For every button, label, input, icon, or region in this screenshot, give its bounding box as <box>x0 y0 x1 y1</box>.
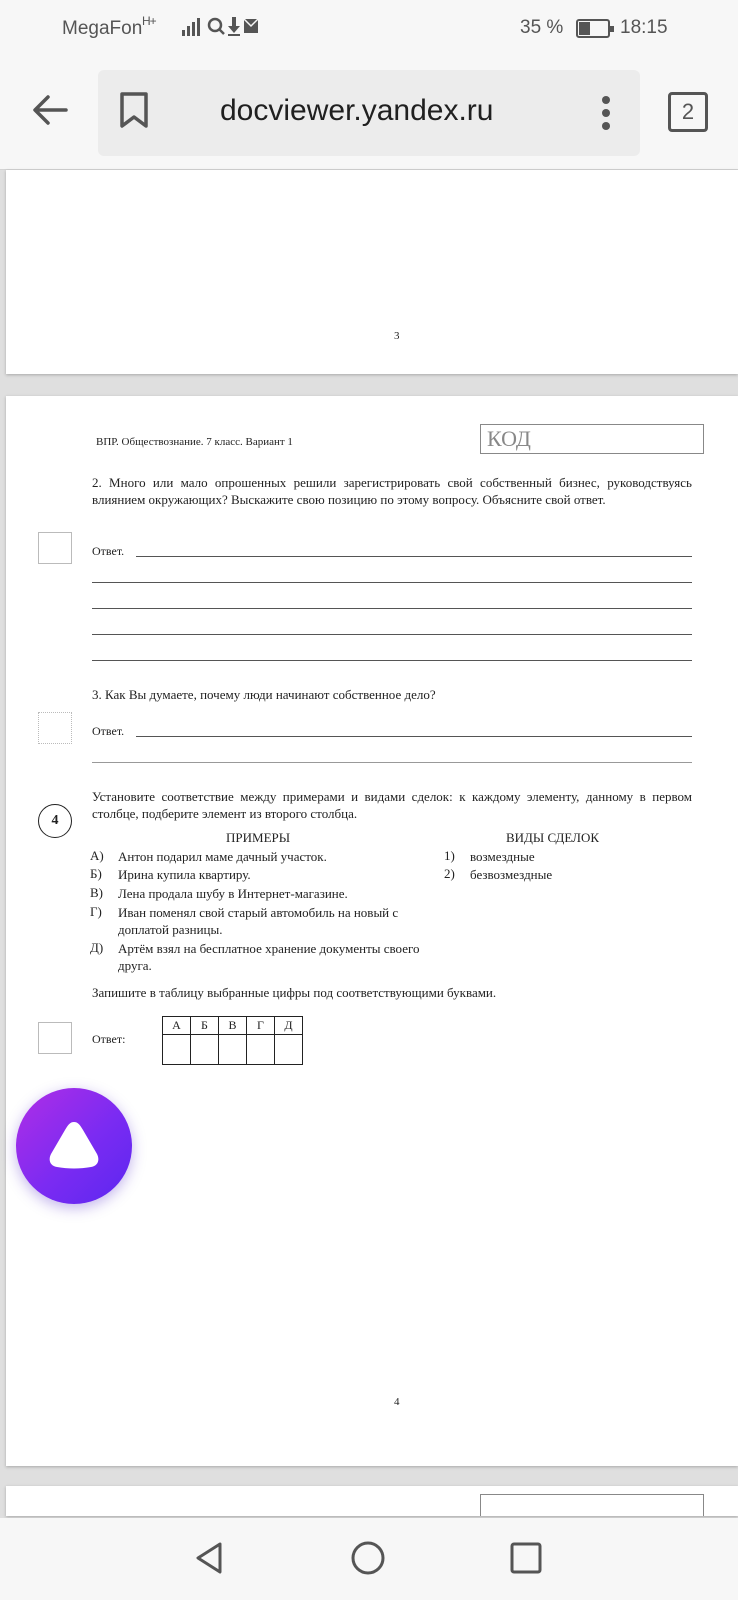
example-text: Лена продала шубу в Интернет-магазине. <box>118 886 348 901</box>
notification-icons <box>180 14 260 46</box>
examples-heading: ПРИМЕРЫ <box>226 830 291 845</box>
bookmark-button[interactable] <box>116 90 152 130</box>
answer-line <box>92 634 692 635</box>
page-number: 3 <box>394 330 400 342</box>
kod-box-partial <box>480 1494 704 1516</box>
table-header-cell: Г <box>247 1017 275 1035</box>
bookmark-icon <box>116 90 152 130</box>
score-box-q2 <box>38 532 72 564</box>
tabs-button[interactable]: 2 <box>668 92 708 132</box>
signal-icon: H+ <box>142 14 156 28</box>
document-page-3 <box>6 170 738 374</box>
table-header-cell: В <box>219 1017 247 1035</box>
page-number: 4 <box>394 1396 400 1408</box>
score-box-q3 <box>38 712 72 744</box>
table-answer-cell <box>219 1035 247 1065</box>
table-answer-cell <box>275 1035 303 1065</box>
question-2-text: 2. Много или мало опрошенных решили зарегистрировать свой собственный бизнес, руководствуясь влиянием окружающих? Выскажите свою позицию по этому вопросу. Объясните свой ответ. <box>92 475 692 507</box>
document-header: ВПР. Обществознание. 7 класс. Вариант 1 <box>96 436 293 448</box>
example-text: Ирина купила квартиру. <box>118 867 251 882</box>
clock: 18:15 <box>620 17 668 38</box>
answer-line <box>92 660 692 661</box>
question-3-text: 3. Как Вы думаете, почему люди начинают собственное дело? <box>92 687 436 702</box>
score-box-q4 <box>38 1022 72 1054</box>
triangle-back-icon <box>190 1538 230 1578</box>
carrier-name: MegaFon <box>62 18 143 39</box>
table-header-cell: Д <box>275 1017 303 1035</box>
deal-types-heading: ВИДЫ СДЕЛОК <box>506 830 600 845</box>
arrow-left-icon <box>28 88 72 132</box>
document-page-5 <box>6 1486 738 1516</box>
example-text: Антон подарил маме дачный участок. <box>118 849 327 864</box>
table-answer-cell <box>163 1035 191 1065</box>
back-button[interactable] <box>28 88 72 132</box>
answer-label-q4: Ответ: <box>92 1032 126 1046</box>
answer-line <box>92 582 692 583</box>
table-header-cell: Б <box>191 1017 219 1035</box>
document-page-4 <box>6 396 738 1466</box>
answer-table <box>162 1016 303 1065</box>
deal-type-text: возмездные <box>470 849 535 864</box>
table-instruction: Запишите в таблицу выбранные цифры под соответствующими буквами. <box>92 985 497 1000</box>
answer-line <box>92 762 692 763</box>
deal-type-number: 1) <box>444 848 455 863</box>
kod-box: КОД <box>480 424 704 454</box>
alice-icon <box>44 1116 104 1176</box>
deal-type-text: безвозмездные <box>470 867 553 882</box>
answer-label-q3: Ответ. <box>92 724 125 738</box>
more-vert-icon <box>596 94 616 132</box>
example-letter: А) <box>90 848 104 863</box>
example-text: Иван поменял свой старый автомобиль на новый с доплатой разницы. <box>118 905 399 937</box>
system-nav-bar <box>0 1518 738 1600</box>
status-bar <box>0 0 738 58</box>
battery-percent: 35 % <box>520 17 564 38</box>
nav-recents-button[interactable] <box>506 1538 546 1578</box>
answer-line <box>136 556 692 557</box>
url-text: docviewer.yandex.ru <box>220 94 494 127</box>
nav-home-button[interactable] <box>348 1538 388 1578</box>
example-letter: Г) <box>90 904 102 919</box>
alice-assistant-button[interactable] <box>16 1088 132 1204</box>
browser-toolbar <box>0 58 738 170</box>
square-recents-icon <box>506 1538 546 1578</box>
circle-home-icon <box>348 1538 388 1578</box>
deal-type-number: 2) <box>444 866 455 881</box>
address-bar[interactable] <box>98 70 640 156</box>
example-letter: В) <box>90 885 103 900</box>
question-4-text: Установите соответствие между примерами и видами сделок: к каждому элементу, данному в первом столбце, подберите элемент из второго столбца. <box>92 789 692 821</box>
nav-back-button[interactable] <box>190 1538 230 1578</box>
example-letter: Б) <box>90 866 102 881</box>
answer-line <box>92 608 692 609</box>
menu-button[interactable] <box>596 94 616 132</box>
table-header-cell: А <box>163 1017 191 1035</box>
example-text: Артём взял на бесплатное хранение документы своего друга. <box>118 941 420 973</box>
battery-icon <box>576 19 610 38</box>
table-answer-cell <box>247 1035 275 1065</box>
answer-label-q2: Ответ. <box>92 544 125 558</box>
table-answer-cell <box>191 1035 219 1065</box>
example-letter: Д) <box>90 940 104 955</box>
question-4-number: 4 <box>38 804 72 838</box>
answer-line <box>136 736 692 737</box>
